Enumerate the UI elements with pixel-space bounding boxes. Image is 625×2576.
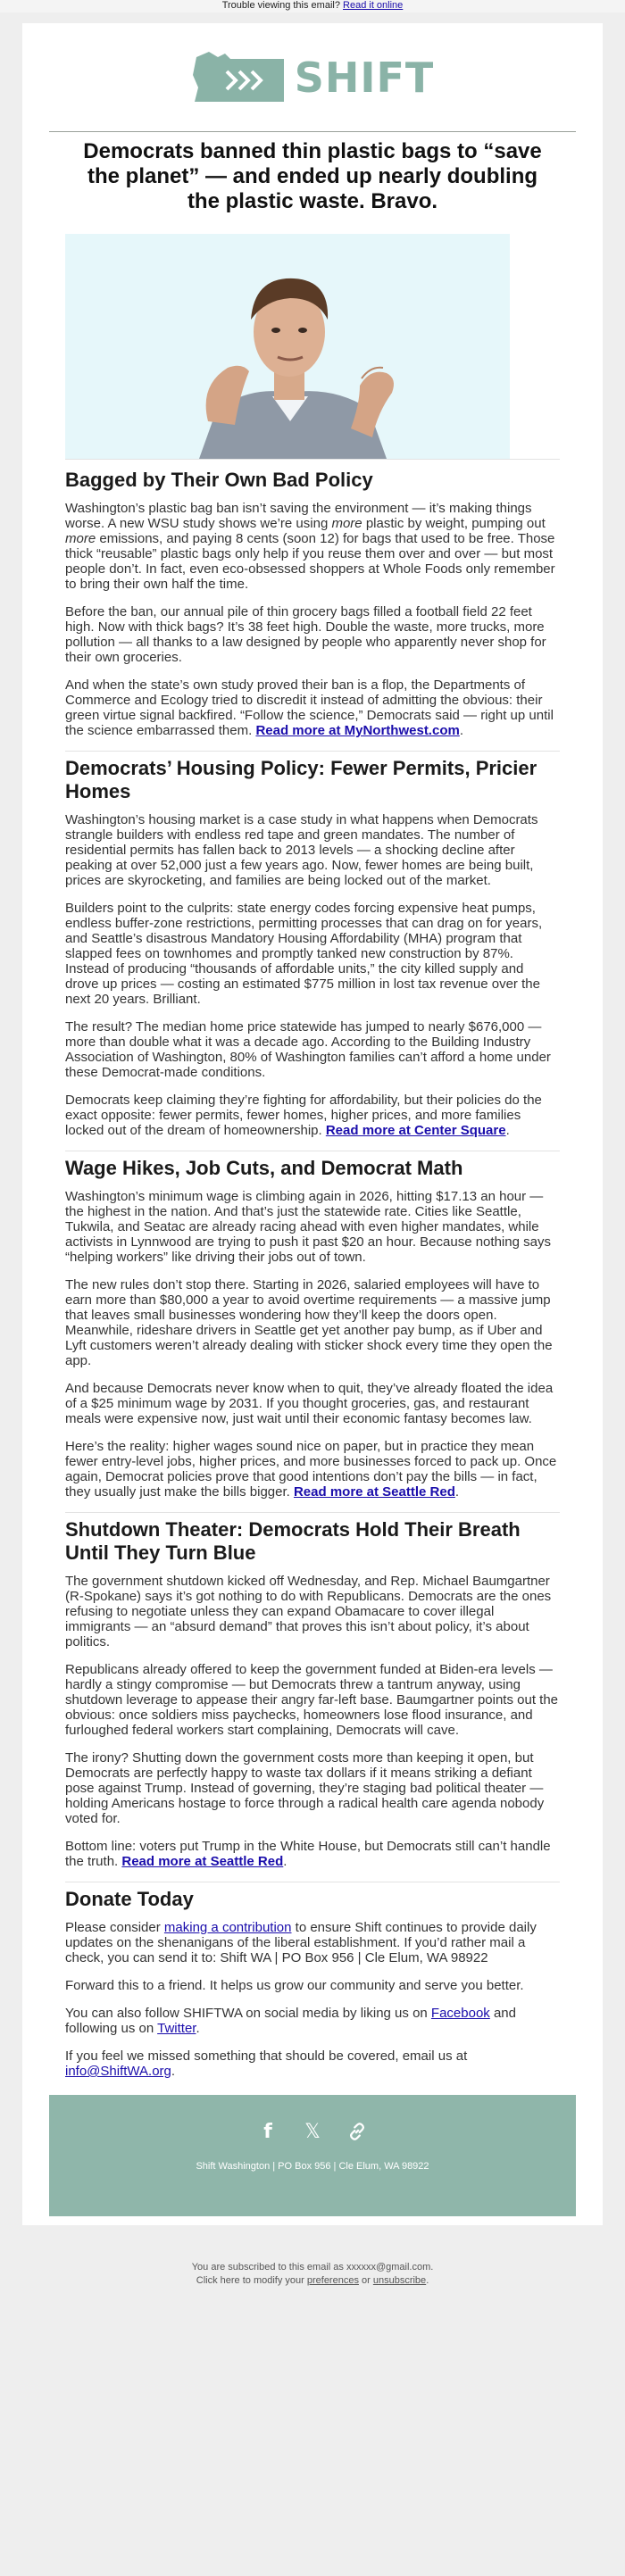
section-paragraph <box>65 1839 560 1869</box>
section-paragraph: The irony? Shutting down the government costs more than keeping it open, but Democrats are perfectly happy to waste tax dollars if it means striking a defiant pose against Trump. Instead of governing, they’re staging bad political theater — holding Americans hostage to force through a radical health care agenda nobody voted for. <box>65 1750 545 1826</box>
text-run: to ensure Shift continues to provide daily updates on the shenanigans of the liberal establishment. If you’d rather mail a check, you can send it to: Shift WA | PO Box 956 | Cle Elum, WA 98922 <box>65 1920 537 1965</box>
social-paragraph <box>65 2006 560 2036</box>
email-container <box>22 23 603 2225</box>
text-run: . <box>454 1484 460 1500</box>
section-title: Donate Today <box>65 1888 194 1910</box>
facebook-icon[interactable]: f <box>263 2121 272 2143</box>
text-run: Democrats keep claiming they’re fighting for affordability, but their policies do the exact opposite: fewer permits, fewer homes, higher prices, and more families locked out of the dream of homeownership. <box>65 1093 542 1138</box>
manage-line <box>0 2274 625 2288</box>
text-run: . <box>283 1854 288 1869</box>
text-run: emissions, and paying 8 cents (soon 12) for bags that used to be free. Those thick “reusable” plastic bags only help if you reuse them over and over — but most people don’t. In fact, even eco-obsessed shoppers at Whole Foods only remember to bring their own half the time. <box>65 531 555 592</box>
section-title: Bagged by Their Own Bad Policy <box>65 469 373 491</box>
text-run: and following us on <box>65 2006 516 2036</box>
preheader <box>0 0 625 12</box>
facebook-link[interactable]: Facebook <box>430 2006 490 2021</box>
text-run: . <box>171 2064 176 2079</box>
man-clapping-image <box>65 234 510 459</box>
section-paragraph <box>65 677 560 738</box>
section-plastic-bags <box>65 463 560 738</box>
section-paragraph: And because Democrats never know when to quit, they’ve already floated the idea of a $25 minimum wage by 2031. If you thought groceries, gas, and restaurant meals were expensive now, just wait until their economic fantasy becomes law. <box>65 1381 554 1426</box>
section-paragraph <box>65 1439 560 1500</box>
text-run: or <box>358 2275 373 2286</box>
hero-image <box>65 234 510 459</box>
logo-wordmark: SHIFT <box>294 53 435 102</box>
hero-divider <box>65 459 560 460</box>
text-run: Please consider <box>65 1920 164 1935</box>
contribution-link[interactable]: making a contribution <box>163 1920 292 1935</box>
text-run: . <box>196 2021 200 2036</box>
section-housing <box>65 751 560 1138</box>
email-paragraph <box>65 2048 560 2079</box>
section-wages <box>65 1151 560 1500</box>
read-more-link[interactable]: Read more at Seattle Red <box>293 1484 455 1500</box>
section-paragraph: Republicans already offered to keep the government funded at Biden-era levels — hardly a stingy compromise — but Democrats threw a tantrum anyway, using shutdown leverage to appease their angry far-left base. Baumgartner points out the obvious: once soldiers miss paychecks, homeowners lose flood insurance, and furloughed federal workers start complaining, Democrats will cave. <box>65 1662 559 1738</box>
text-run: Bottom line: voters put Trump in the White House, but Democrats still can’t handle the truth. <box>65 1839 551 1869</box>
read-online-link[interactable]: Read it online <box>343 0 404 11</box>
text-run: . <box>459 723 463 738</box>
section-paragraph: Before the ban, our annual pile of thin grocery bags filled a football field 22 feet high. Now with thick bags? It’s 38 feet high. Double the waste, more trucks, more pollution — all thanks to a law designed by people who apparently never shop for their own groceries. <box>65 604 546 665</box>
unsubscribe-link[interactable]: unsubscribe <box>372 2275 427 2286</box>
text-run: Here’s the reality: higher wages sound nice on paper, but in practice they mean fewer entry-level jobs, higher prices, and more businesses forced to pack up. Once again, Democrat policies prove that good intentions don’t pay the bills — in fact, they usually just make the bills bigger. <box>65 1439 557 1500</box>
text-run: Washington’s plastic bag ban isn’t saving the environment — it’s making things worse. A new WSU study shows we’re using <box>65 501 532 531</box>
read-more-link[interactable]: Read more at MyNorthwest.com <box>255 723 460 738</box>
social-icons <box>49 2122 576 2143</box>
section-paragraph: Builders point to the culprits: state energy codes forcing expensive heat pumps, endless buffer-zone restrictions, permitting processes that can drag on for years, and Seattle’s disastrous Mandatory Housing Affordability (MHA) program that slapped fees on townhomes and promptly tanked new construction by 87%. Instead of producing “thousands of affordable units,” the city killed supply and drove up prices — costing an estimated $775 million in lost tax revenue over the next 20 years. Brilliant. <box>65 901 543 1007</box>
text-run: You can also follow SHIFTWA on social media by liking us on <box>65 2006 431 2021</box>
text-run: If you feel we missed something that should be covered, email us at <box>65 2048 468 2064</box>
logo[interactable] <box>191 48 435 107</box>
headline: Democrats banned thin plastic bags to “save the planet” — and ended up nearly doubling the plastic waste. Bravo. <box>83 139 542 213</box>
logo-area <box>49 23 576 132</box>
twitter-link[interactable]: Twitter <box>157 2021 196 2036</box>
section-paragraph: The result? The median home price statewide has jumped to nearly $676,000 — more than double what it was a decade ago. According to the Building Industry Association of Washington, 80% of Washington families can’t afford a home under these Democrat-made conditions. <box>65 1019 551 1080</box>
section-paragraph <box>65 501 560 592</box>
subscribed-line: You are subscribed to this email as xxxxxx@gmail.com. <box>191 2262 434 2273</box>
section-paragraph: The government shutdown kicked off Wednesday, and Rep. Michael Baumgartner (R-Spokane) says it’s got nothing to do with Republicans. Democrats are the ones refusing to negotiate unless they can expand Obamacare to cover illegal immigrants — an “absurd demand” that proves this isn’t about policy, it’s about politics. <box>65 1574 552 1649</box>
section-title: Democrats’ Housing Policy: Fewer Permits, Pricier Homes <box>65 757 538 802</box>
emphasis: more <box>65 531 96 546</box>
text-run: . <box>505 1123 510 1138</box>
footer-band <box>49 2095 576 2216</box>
preferences-link[interactable]: preferences <box>306 2275 359 2286</box>
washington-state-icon <box>191 48 289 107</box>
section-paragraph: Washington’s housing market is a case study in what happens when Democrats strangle builders with endless red tape and green mandates. The number of residential permits has fallen back to 2013 levels — a shocking decline after peaking at over 52,000 just a few years ago. Now, fewer homes are being built, prices are skyrocketing, and families are being locked out of the market. <box>65 812 538 888</box>
preheader-text: Trouble viewing this email? <box>221 0 340 11</box>
section-paragraph: Washington’s minimum wage is climbing again in 2026, hitting $17.13 an hour — the highest in the nation. And that’s just the statewide rate. Cities like Seattle, Tukwila, and Seatac are already racing ahead with even higher mandates, while activists in Lynnwood are trying to push it past $20 an hour. Because nothing says “helping workers” like driving their jobs out of town. <box>65 1189 551 1265</box>
read-more-link[interactable]: Read more at Seattle Red <box>121 1854 284 1869</box>
forward-paragraph: Forward this to a friend. It helps us grow our community and serve you better. <box>65 1978 524 1993</box>
text-run: Click here to modify your <box>196 2275 307 2286</box>
text-run: plastic by weight, pumping out <box>362 516 546 531</box>
donate-paragraph <box>65 1920 560 1965</box>
section-paragraph: The new rules don’t stop there. Starting in 2026, salaried employees will have to earn more than $80,000 a year to avoid overtime requirements — a massive jump that leaves small businesses wondering how they’ll keep the doors open. Meanwhile, rideshare drivers in Seattle get yet another pay bump, as if Uber and Lyft customers weren’t already dealing with sticker shock every time they open the app. <box>65 1277 553 1368</box>
section-donate <box>65 1882 560 2079</box>
footer-address: Shift Washington | PO Box 956 | Cle Elum, WA 98922 <box>196 2161 429 2172</box>
section-title: Wage Hikes, Job Cuts, and Democrat Math <box>65 1157 463 1179</box>
read-more-link[interactable]: Read more at Center Square <box>325 1123 506 1138</box>
container-bottom-pad <box>22 2216 603 2225</box>
text-run: And when the state’s own study proved their ban is a flop, the Departments of Commerce and Ecology tried to discredit it instead of admitting the obvious: their green virtue signal backfired. “Follow the science,” Democrats said — right up until the science embarrassed them. <box>65 677 554 738</box>
subscription-note <box>0 2261 625 2288</box>
x-icon[interactable]: 𝕏 <box>304 2121 321 2143</box>
link-icon[interactable] <box>346 2122 368 2143</box>
section-paragraph <box>65 1093 560 1138</box>
chain-link-icon <box>347 2122 367 2141</box>
section-title: Shutdown Theater: Democrats Hold Their Breath Until They Turn Blue <box>65 1518 521 1564</box>
section-shutdown <box>65 1512 560 1869</box>
email-link[interactable]: info@ShiftWA.org <box>65 2064 171 2079</box>
text-run: . <box>426 2275 429 2286</box>
emphasis: more <box>331 516 362 531</box>
